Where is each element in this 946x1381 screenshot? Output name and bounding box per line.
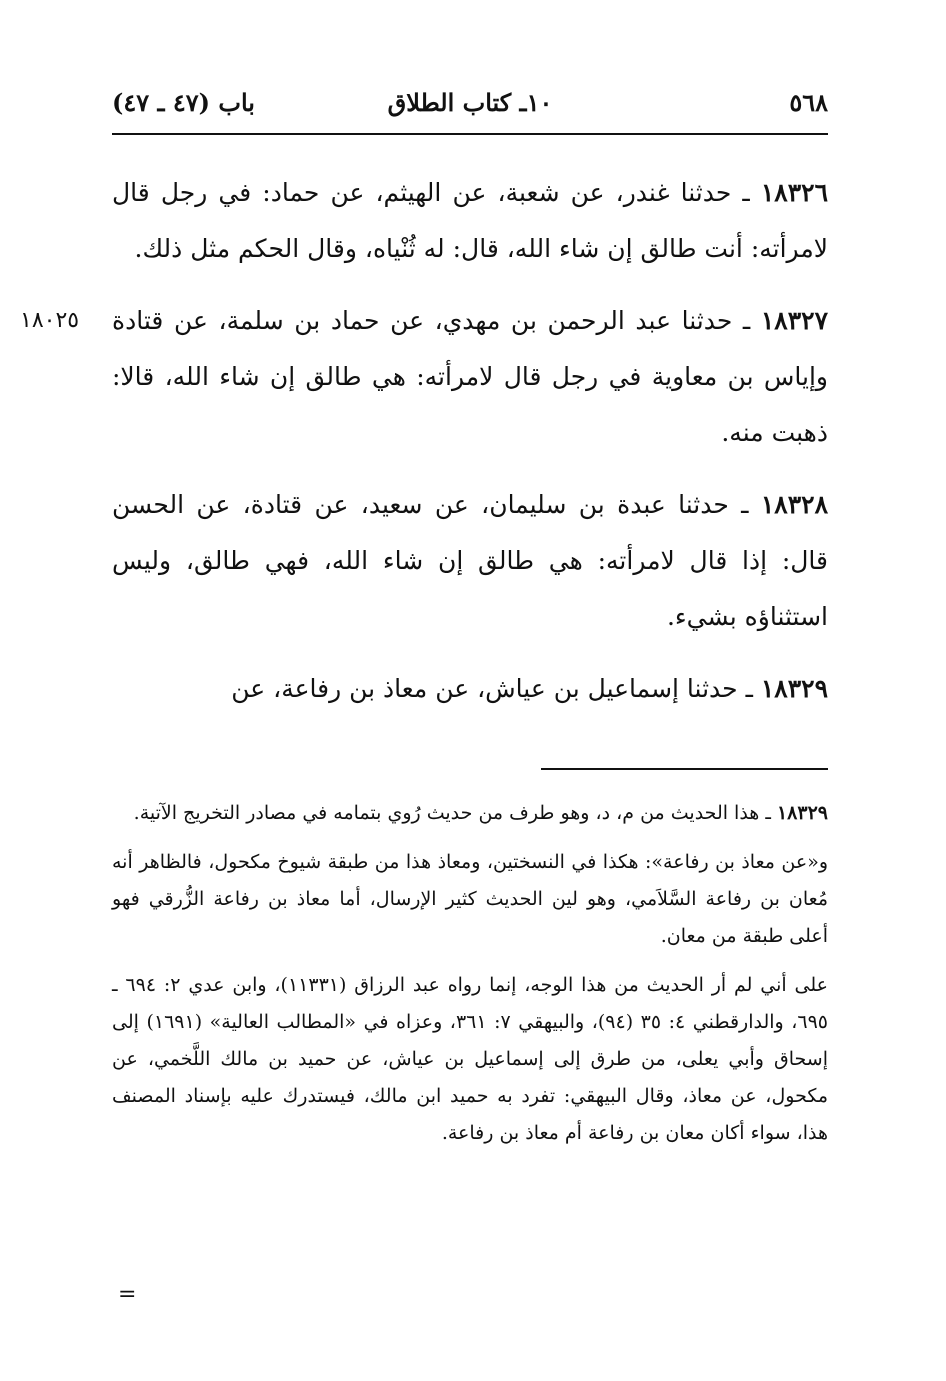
page-header [112,88,828,128]
hadith-paragraph [20,293,828,461]
hadith-text: ـ حدثنا غندر، عن شعبة، عن الهيثم، عن حماد: في رجل قال لامرأته: أنت طالق إن شاء الله، قال: له ثُنْياه، وقال الحكم مثل ذلك. [112,178,828,263]
header-rule [112,133,828,135]
footnote-text: ـ هذا الحديث من م، د، وهو طرف من حديث رُوي بتمامه في مصادر التخريج الآتية. [133,802,777,824]
footnote [112,967,828,1152]
footnote-text: على أني لم أر الحديث من هذا الوجه، إنما رواه عبد الرزاق (١١٣٣١)، وابن عدي ٢: ٦٩٤ ـ ٦٩٥، والدارقطني ٤: ٣٥ (٩٤)، والبيهقي ٧: ٣٦١، وعزاه في «المطالب العالية» (١٦٩١) إلى إسحاق وأبي يعلى، من طرق إلى إسماعيل بن عياش، عن حميد بن مالك اللَّخمي، عن مكحول، عن معاذ، وقال البيهقي: تفرد به حميد ابن مالك، فيستدرك عليه بإسناد المصنف هذا، سواء أكان معان بن رفاعة أم معاذ بن رفاعة. [112,974,829,1144]
hadith-paragraph [112,477,828,645]
chapter-label: باب (٤٧ ـ ٤٧) [112,88,255,117]
main-text [20,165,828,733]
hadith-number: ١٨٣٢٩ [760,674,828,703]
footnote-rule [541,768,828,770]
footnote [112,844,828,955]
hadith-text: ـ حدثنا عبدة بن سليمان، عن سعيد، عن قتادة، عن الحسن قال: إذا قال لامرأته: هي طالق إن شاء الله، فهي طالق، وليس استثناؤه بشيء. [112,490,828,631]
footnotes [112,795,828,1164]
page-number: ٥٦٨ [789,88,828,117]
continuation-mark: = [118,1282,137,1307]
footnote-text: و«عن معاذ بن رفاعة»: هكذا في النسختين، ومعاذ هذا من طبقة شيوخ مكحول، فالظاهر أنه مُعان بن رفاعة السَّلاَمي، وهو لين الحديث كثير الإرسال، أما معاذ بن رفاعة الزُّرقي فهو أعلى طبقة من معان. [112,851,828,947]
footnote [112,795,828,832]
hadith-paragraph [112,165,828,277]
hadith-number: ١٨٣٢٨ [760,490,828,519]
hadith-number: ١٨٣٢٧ [760,306,828,335]
margin-reference-number: ١٨٠٢٥ [20,308,80,333]
hadith-text: ـ حدثنا عبد الرحمن بن مهدي، عن حماد بن سلمة، عن قتادة وإياس بن معاوية في رجل قال لامرأته: هي طالق إن شاء الله، قالا: ذهبت منه. [112,306,828,447]
hadith-paragraph [112,661,828,717]
footnote-number: ١٨٣٢٩ [776,802,828,824]
book-title: ١٠ـ كتاب الطلاق [387,88,553,117]
hadith-number: ١٨٣٢٦ [760,178,828,207]
hadith-text: ـ حدثنا إسماعيل بن عياش، عن معاذ بن رفاعة، عن [231,674,761,703]
